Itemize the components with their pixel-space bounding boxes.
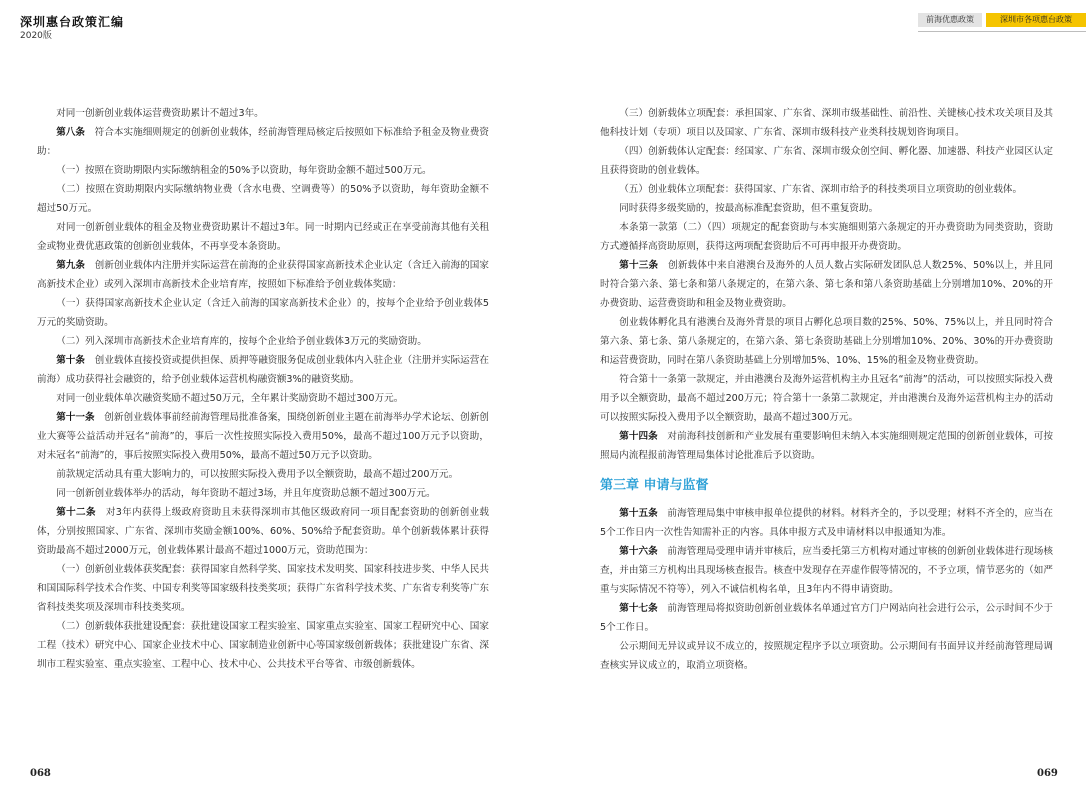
article-heading: 第九条 — [56, 260, 86, 271]
page-number-right: 069 — [1037, 768, 1058, 779]
paragraph: 本条第一款第（二）（四）项规定的配套资助与本实施细则第六条规定的开办费资助为同类资助，资助方式遵循择高资助原则，获得这两项配套资助后不可再申报开办费资助。 — [600, 222, 1053, 252]
paragraph: （二）创新载体获批建设配套：获批建设国家工程实验室、国家重点实验室、国家工程研究中心、国家工程（技术）研究中心、国家企业技术中心、国家制造业创新中心等国家级创新载体；获批建设广东省、深圳市工程实验室、重点实验室、工程中心、技术中心、公共技术平台等省、市级创新载体。 — [37, 621, 489, 670]
paragraph: （一）创新创业载体获奖配套：获得国家自然科学奖、国家技术发明奖、国家科技进步奖、中华人民共和国国际科学技术合作奖、中国专利奖等国家级科技类奖项；获得广东省科学技术奖、广东省专利奖等广东省科技类奖项及深圳市科技类奖项。 — [37, 564, 489, 613]
paragraph: （一）获得国家高新技术企业认定（含迁入前海的国家高新技术企业）的，按每个企业给予创业载体5万元的奖励资助。 — [37, 298, 489, 328]
paragraph: （四）创新载体认定配套：经国家、广东省、深圳市级众创空间、孵化器、加速器、科技产业园区认定且获得资助的创业载体。 — [600, 146, 1053, 176]
paragraph: 对同一创新创业载体的租金及物业费资助累计不超过3年。同一时期内已经或正在享受前海其他有关租金或物业费优惠政策的创新创业载体，不再享受本条资助。 — [37, 222, 489, 252]
chapter-heading: 第三章 申请与监督 — [600, 478, 709, 493]
paragraph: 第十条 创业载体直接投资或提供担保、质押等融资服务促成创业载体内入驻企业（注册并实际运营在前海）成功获得社会融资的，给予创业载体运营机构融资额3%的融资奖励。 — [37, 355, 490, 385]
book-edition-year: 2020版 — [20, 31, 52, 41]
paragraph: 创业载体孵化具有港澳台及海外背景的项目占孵化总项目数的25%、50%、75%以上，并且同时符合第六条、第七条、第八条规定的，在第六条、第七条资助基础上分别增加10%、20%、30%的开办费资助和运营费资助，同时在第八条资助基础上分别增加5%、10%、15%的租金及物业费资助。 — [600, 317, 1053, 366]
paragraph: 前款规定活动具有重大影响力的，可以按照实际投入费用予以全额资助，最高不超过200万元。 — [56, 469, 459, 480]
article-heading: 第十四条 — [619, 431, 658, 442]
tab-qianhai-policy[interactable]: 前海优惠政策 — [918, 13, 982, 27]
paragraph: 第九条 创新创业载体内注册并实际运营在前海的企业获得国家高新技术企业认定（含迁入前海的国家高新技术企业）或列入深圳市高新技术企业培育库，按照如下标准给予创业载体奖励： — [37, 260, 490, 290]
header-divider — [918, 31, 1086, 32]
paragraph: 第八条 符合本实施细则规定的创新创业载体，经前海管理局核定后按照如下标准给予租金及物业费资助： — [37, 127, 490, 157]
page-number-left: 068 — [30, 768, 51, 779]
paragraph: 第十一条 创新创业载体事前经前海管理局批准备案，围绕创新创业主题在前海举办学术论坛、创新创业大赛等公益活动并冠名“前海”的，事后一次性按照实际投入费用50%，最高不超过100万元予以资助，对未冠名“前海”的，事后按照实际投入费用50%，最高不超过50万元予以资助。 — [37, 412, 490, 461]
paragraph: 第十五条 前海管理局集中审核申报单位提供的材料。材料齐全的，予以受理；材料不齐全的，应当在5个工作日内一次性告知需补正的内容。具体申报方式及申请材料以申报通知为准。 — [600, 508, 1054, 538]
paragraph: 同时获得多级奖励的，按最高标准配套资助，但不重复资助。 — [619, 203, 879, 214]
article-heading: 第八条 — [56, 127, 86, 138]
paragraph: 对同一创新创业载体运营费资助累计不超过3年。 — [56, 108, 264, 119]
paragraph: （五）创业载体立项配套：获得国家、广东省、深圳市给予的科技类项目立项资助的创业载体。 — [619, 184, 1023, 195]
paragraph: 符合第十一条第一款规定，并由港澳台及海外运营机构主办且冠名“前海”的活动，可以按照实际投入费用予以全额资助，最高不超过200万元；符合第十一条第二款规定，并由港澳台及海外运营机构主办的活动可以按照实际投入费用予以全额资助，最高不超过300万元。 — [600, 374, 1053, 423]
paragraph: 第十六条 前海管理局受理申请并审核后，应当委托第三方机构对通过审核的创新创业载体进行现场核查，并由第三方机构出具现场核查报告。核查中发现存在弄虚作假等情况的，不予立项，情节恶劣的（如严重与实际情况不符等），列入不诚信机构名单，且3年内不得申请资助。 — [600, 546, 1054, 595]
paragraph: 第十七条 前海管理局将拟资助创新创业载体名单通过官方门户网站向社会进行公示，公示时间不少于5个工作日。 — [600, 603, 1054, 633]
paragraph: 同一创新创业载体举办的活动，每年资助不超过3场，并且年度资助总额不超过300万元。 — [56, 488, 436, 499]
article-heading: 第十条 — [56, 355, 86, 366]
paragraph: （一）按照在资助期限内实际缴纳租金的50%予以资助，每年资助金额不超过500万元。 — [56, 165, 432, 176]
paragraph: （二）列入深圳市高新技术企业培育库的，按每个企业给予创业载体3万元的奖励资助。 — [56, 336, 427, 347]
article-heading: 第十三条 — [619, 260, 659, 271]
article-heading: 第十七条 — [619, 603, 658, 614]
paragraph: 第十二条 对3年内获得上级政府资助且未获得深圳市其他区级政府同一项目配套资助的创新创业载体，分别按照国家、广东省、深圳市奖励金额100%、60%、50%给予配套资助。单个创新载体累计获得资助最高不超过2000万元，创业载体累计最高不超过1000万元，资助范围为： — [37, 507, 490, 556]
article-heading: 第十五条 — [619, 508, 658, 519]
paragraph: 第十三条 创新载体中来自港澳台及海外的人员人数占实际研发团队总人数25%、50%以上，并且同时符合第六条、第七条和第八条规定的，在第六条、第七条和第八条资助基础上分别增加10%、20%的开办费资助、运营费资助和租金及物业费资助。 — [600, 260, 1054, 309]
book-title: 深圳惠台政策汇编 — [20, 15, 125, 29]
paragraph: 公示期间无异议或异议不成立的，按照规定程序予以立项资助。公示期间有书面异议并经前海管理局调查核实异议成立的，取消立项资格。 — [600, 641, 1053, 671]
paragraph: 对同一创业载体单次融资奖励不超过50万元，全年累计奖励资助不超过300万元。 — [56, 393, 404, 404]
paragraph: （三）创新载体立项配套：承担国家、广东省、深圳市级基础性、前沿性、关键核心技术攻关项目及其他科技计划（专项）项目以及国家、广东省、深圳市级科技产业类科技规划咨询项目。 — [600, 108, 1053, 138]
article-heading: 第十一条 — [56, 412, 95, 423]
paragraph: （二）按照在资助期限内实际缴纳物业费（含水电费、空调费等）的50%予以资助，每年资助金额不超过50万元。 — [37, 184, 489, 214]
paragraph: 第十四条 对前海科技创新和产业发展有重要影响但未纳入本实施细则规定范围的创新创业载体，可按照局内流程报前海管理局集体讨论批准后予以资助。 — [600, 431, 1054, 461]
article-heading: 第十六条 — [619, 546, 658, 557]
left-page-body — [37, 104, 489, 674]
tab-shenzhen-policy[interactable]: 深圳市各项惠台政策 — [986, 13, 1086, 27]
right-page-body — [600, 104, 1053, 675]
article-heading: 第十二条 — [56, 507, 96, 518]
